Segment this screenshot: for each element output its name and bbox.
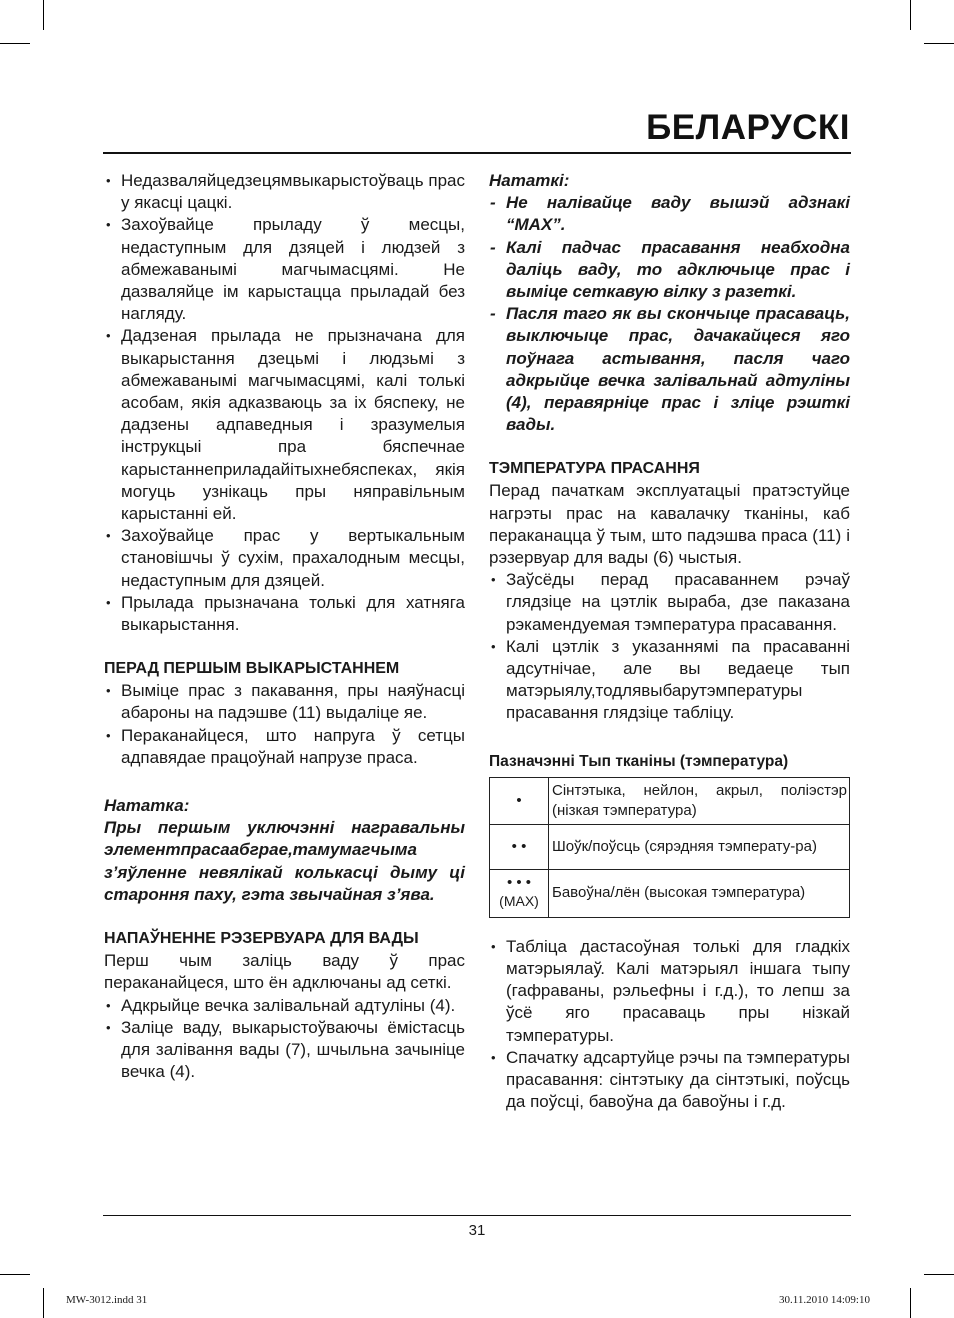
safety-list — [104, 170, 465, 636]
table-row — [490, 869, 850, 917]
fabric-table — [489, 777, 850, 918]
crop-mark — [924, 1274, 954, 1275]
table-notes-list — [489, 936, 850, 1114]
crop-mark — [43, 0, 44, 30]
section-heading-first-use: ПЕРАД ПЕРШЫМ ВЫКАРЫСТАННЕМ — [104, 660, 400, 678]
fill-tank-list — [104, 995, 465, 1084]
temperature-dots: • — [490, 777, 549, 824]
temperature-paragraph: Перад пачаткам эксплуатацыі пратэстуйце нагрэты прас на кавалачку тканіны, каб пераканацца ў тым, што падэшва праса (11) і рэзервуар для вады (6) чыстыя. — [489, 481, 850, 568]
header-rule — [103, 152, 851, 154]
list-item: • Выміце прас з пакавання, пры наяўнасці абароны на падэшве (11) выдаліце яе. — [104, 680, 465, 724]
crop-mark — [43, 1288, 44, 1318]
date-info: 30.11.2010 14:09:10 — [779, 1294, 870, 1306]
crop-mark — [0, 1274, 30, 1275]
temperature-dots-cell — [490, 869, 549, 917]
table-caption: Пазначэнні Тып тканіны (тэмпература) — [489, 752, 789, 770]
crop-mark — [0, 43, 30, 44]
page-title: БЕЛАРУСКІ — [646, 108, 850, 147]
max-label: (MAX) — [499, 893, 539, 910]
temperature-dots: • • — [490, 824, 549, 869]
list-item: - Пасля таго як вы скончыце прасаваць, выключыце прас, дачакайцеся яго поўнага астывання, пасля чаго адкрыйце вечка залівальнай адтуліны (4), перавярніце прас і зліце рэшткі вады. — [489, 303, 850, 436]
list-item: • Калі цэтлік з указаннямі па прасаванні адсутнічае, але вы ведаеце тып матэрыялу,тодлявыбарутэмпературы прасавання глядзіце табліцу. — [489, 636, 850, 725]
note-text: Пры першым уключэнні награвальны элементпрасаабграе,тамумагчыма з’яўленне невялікай колькасці дыму ці староння паху, гэта звычайная з’ява. — [104, 818, 465, 904]
crop-mark — [924, 43, 954, 44]
list-item: - Калі падчас прасавання неабходна даліць ваду, то адключыце прас і выміце сеткавую вілку з разеткі. — [489, 237, 850, 304]
list-item: - Не налівайце ваду вышэй адзнакі “MAX”. — [489, 192, 850, 236]
file-info: MW-3012.indd 31 — [66, 1294, 148, 1306]
list-item: • Табліца дастасоўная толькі для гладкіх матэрыялаў. Калі матэрыял іншага тыпу (гафраваны, рэльефны і г.д.), то лепш за ўсё яго прасаваць пры нізкай тэмпературы. — [489, 936, 850, 1047]
table-row — [490, 824, 850, 869]
list-item: • Адкрыйце вечка залівальнай адтуліны (4). — [104, 995, 465, 1017]
crop-mark — [910, 0, 911, 30]
first-use-list — [104, 680, 465, 769]
footer-rule — [103, 1215, 851, 1216]
right-column — [489, 170, 850, 1114]
fill-tank-paragraph: Перш чым заліць ваду ў прас пераканайцеся, што ён адключаны ад сеткі. — [104, 951, 465, 993]
page-number: 31 — [468, 1222, 486, 1239]
temperature-dots: • • • — [506, 874, 532, 892]
list-item: • Пераканайцеся, што напруга ў сетцы адпавядае працоўнай напрузе праса. — [104, 725, 465, 769]
list-item: • Захоўвайце прыладу ў месцы, недаступным для дзяцей і людзей з абмежаванымі магчымасцямі. Не дазваляйце ім карыстацца прыладай без нагляду. — [104, 214, 465, 325]
list-item: • Спачатку адсартуйце рэчы па тэмпературы прасавання: сінтэтыку да сінтэтыкі, поўсць да поўсці, бавоўна да бавоўны і г.д. — [489, 1047, 850, 1114]
notes-list — [489, 192, 850, 436]
list-item: • Захоўвайце прас у вертыкальным становішчы ў сухім, прахалодным месцы, недаступным для дзяцей. — [104, 525, 465, 592]
left-column — [104, 170, 465, 1083]
fabric-type: Сінтэтыка, нейлон, акрыл, поліэстэр (нізкая тэмпература) — [549, 777, 850, 824]
notes-title: Нататкі: — [489, 171, 570, 190]
list-item: • Дадзеная прылада не прызначана для выкарыстання дзецьмі і людзьмі з абмежаванымі магчымасцямі, калі толькі асобам, якія адказваюць за іх бяспеку, не дадзены адпаведныя і зразумелыя інструкцыі пра бяспечнае карыстаннеприладайітыхнебяспеках, якія могуць узнікаць пры няправільным карыстанні ей. — [104, 325, 465, 525]
list-item: • Заліце ваду, выкарыстоўваючы ёмістасць для залівання вады (7), шчыльна зачыніце вечка (4). — [104, 1017, 465, 1084]
temperature-list — [489, 569, 850, 724]
table-row — [490, 777, 850, 824]
crop-mark — [910, 1288, 911, 1318]
list-item: • Недазваляйцедзецямвыкарыстоўваць прас у якасці цацкі. — [104, 170, 465, 214]
fabric-type: Бавоўна/лён (высокая тэмпература) — [549, 869, 850, 917]
list-item: • Заўсёды перад прасаваннем рэчаў глядзіце на цэтлік выраба, дзе паказана рэкамендуемая тэмпература прасавання. — [489, 569, 850, 636]
fabric-type: Шоўк/поўсць (сярэдняя тэмперату-ра) — [549, 824, 850, 869]
note-title: Нататка: — [104, 796, 190, 816]
section-heading-fill-tank: НАПАЎНЕННЕ РЭЗЕРВУАРА ДЛЯ ВАДЫ — [104, 930, 419, 948]
list-item: • Прылада прызначана толькі для хатняга выкарыстання. — [104, 592, 465, 636]
section-heading-ironing-temperature: ТЭМПЕРАТУРА ПРАСАННЯ — [489, 460, 700, 478]
